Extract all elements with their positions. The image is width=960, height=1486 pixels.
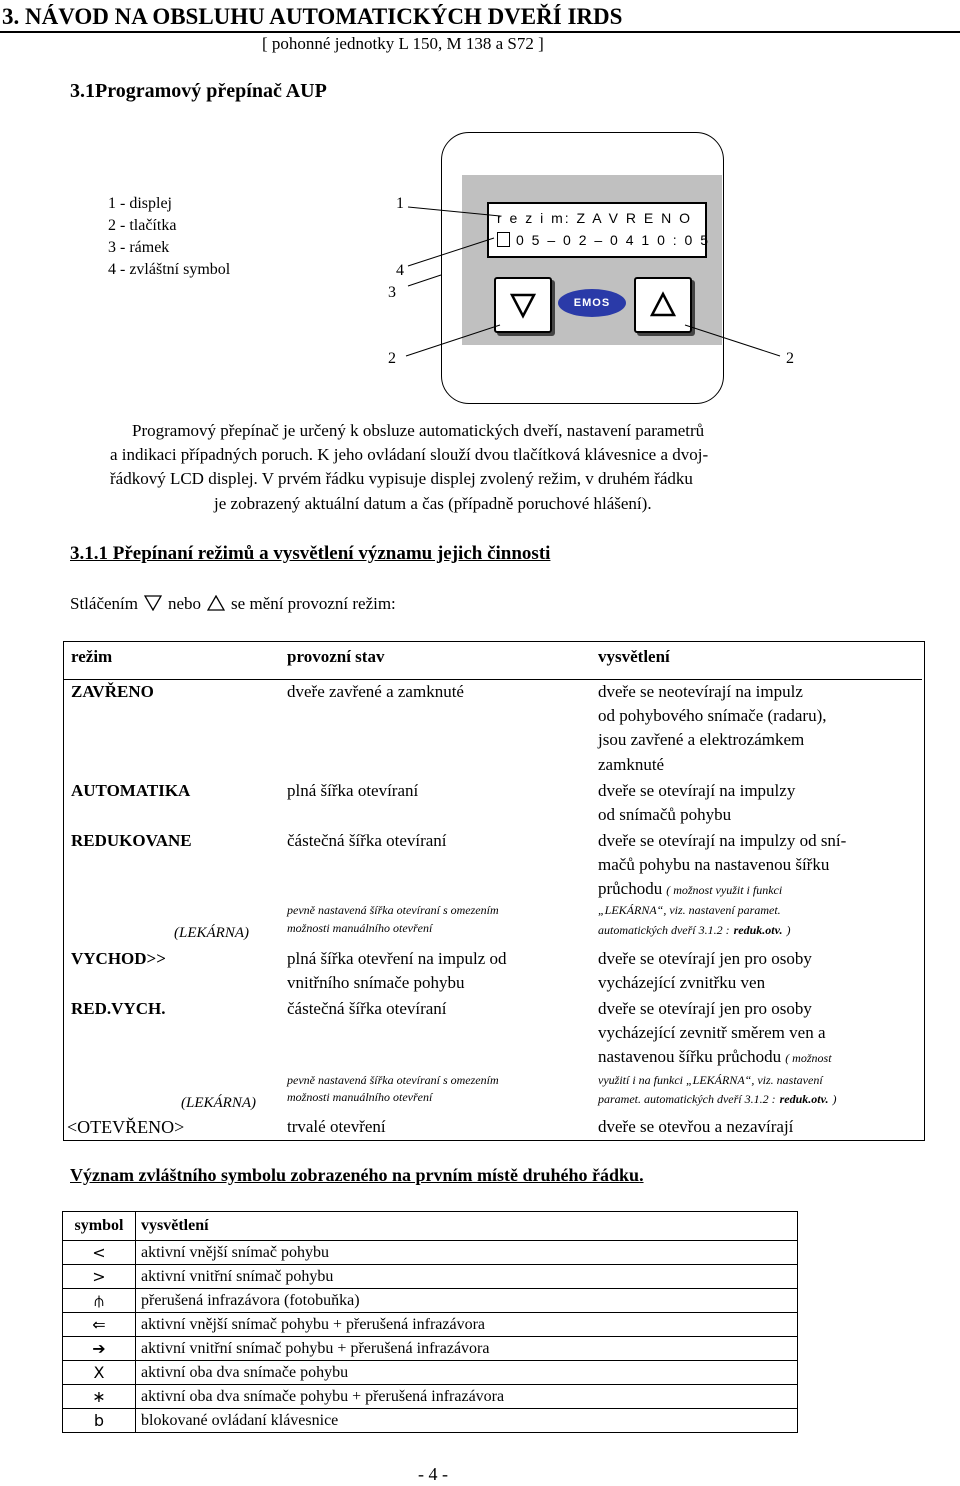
symbol-cell: ⇐ [63,1313,136,1337]
callout-lines [0,0,960,420]
explain-small: „LEKÁRNA“, viz. nastavení paramet. [598,903,781,917]
state-automatika: plná šířka otevíraní [287,781,419,800]
header-provozni-stav: provozní stav [287,647,385,666]
state-small: pevně nastavená šířka otevíraní s omezením [287,903,499,917]
explain-line: vycházející zevnitř směrem ven a [598,1023,826,1042]
lcd-line-2: 0 5 – 0 2 – 0 4 1 0 : 0 5 [497,232,710,248]
symbols-title: Význam zvláštního symbolu zobrazeného na prvním místě druhého řádku. [70,1165,644,1185]
legend-item: 2 - tlačítka [108,217,177,234]
explain-line: vycházející zvnitřku ven [598,973,766,992]
state-vychod: vnitřního snímače pohybu [287,973,465,992]
explain-line: mačů pohybu na nastavenou šířku [598,855,830,874]
mode-zavreno: ZAVŘENO [71,682,154,701]
explain-small: paramet. automatických dveří 3.1.2 : reduk.otv. ) [598,1092,837,1106]
mode-redukovane-sub: (LEKÁRNA) [174,925,249,941]
explain-line: dveře se neotevírají na impulz [598,682,803,701]
state-vychod: plná šířka otevření na impulz od [287,949,507,968]
explain-line: průchodu ( možnost využit i funkci [598,879,783,898]
symbol-text: aktivní oba dva snímače pohybu [136,1361,798,1385]
explain-line: od pohybového snímače (radaru), [598,706,827,725]
header-vysvetleni: vysvětlení [136,1212,798,1241]
lcd-line-1: r e z i m: Z A V R E N O [497,210,693,226]
callout-2-left: 2 [388,350,396,367]
mode-redvych-sub: (LEKÁRNA) [181,1095,256,1111]
explain-line: dveře se otevírají na impulzy od sní- [598,831,847,850]
symbol-cell: b [63,1409,136,1433]
explain-small: využití i na funkci „LEKÁRNA“, viz. nastavení [598,1073,823,1087]
header-symbol: symbol [63,1212,136,1241]
state-small: pevně nastavená šířka otevíraní s omezením [287,1073,499,1087]
state-small: možnosti manuálního otevření [287,1090,433,1104]
symbol-cell: ∗ [63,1385,136,1409]
table-row [63,1409,798,1433]
table-row [63,1361,798,1385]
symbol-cell: ⫛ [63,1289,136,1313]
callout-1: 1 [396,195,404,212]
section-title: 3.1Programový přepínač AUP [70,80,327,102]
modes-table [63,641,925,1141]
legend-item: 1 - displej [108,195,172,212]
state-small: možnosti manuálního otevření [287,921,433,935]
table-row [63,1385,798,1409]
page-subtitle: [ pohonné jednotky L 150, M 138 a S72 ] [262,34,544,53]
symbol-cell: X [63,1361,136,1385]
symbol-cell: ➔ [63,1337,136,1361]
symbol-text: přerušená infrazávora (fotobuňka) [136,1289,798,1313]
table-row [63,1313,798,1337]
mode-otevreno: <OTEVŘENO> [67,1117,185,1137]
emos-logo: EMOS [558,289,626,317]
intro-line: a indikaci případných poruch. K jeho ovládaní slouží dvou tlačítková klávesnice a dvoj- [110,445,709,464]
symbol-text: blokované ovládaní klávesnice [136,1409,798,1433]
mode-redvych: RED.VYCH. [71,999,166,1018]
intro-line: je zobrazený aktuální datum a čas (případně poruchové hlášení). [214,494,652,513]
explain-line: dveře se otevírají jen pro osoby [598,949,812,968]
table-row [63,1337,798,1361]
mode-vychod: VYCHOD>> [71,949,166,968]
intro-line: Programový přepínač je určený k obsluze automatických dveří, nastavení parametrů [132,421,705,440]
mode-automatika: AUTOMATIKA [71,781,191,800]
state-otevreno: trvalé otevření [287,1117,386,1136]
header-rezim: režim [71,647,113,666]
table-header [64,642,922,680]
symbol-text: aktivní vnitřní snímač pohybu + přerušená infrazávora [136,1337,798,1361]
callout-3: 3 [388,284,396,301]
explain-line: nastavenou šířku průchodu ( možnost [598,1047,832,1066]
symbol-text: aktivní vnější snímač pohybu + přerušená infrazávora [136,1313,798,1337]
intro-line: řádkový LCD displej. V prvém řádku vypisuje displej zvolený režim, v druhém řádku [110,469,693,488]
press-instruction: Stláčením nebo se mění provozní režim: [70,594,396,613]
symbol-text: aktivní vnitřní snímač pohybu [136,1265,798,1289]
symbol-text: aktivní vnější snímač pohybu [136,1241,798,1265]
subsection-title: 3.1.1 Přepínaní režimů a vysvětlení významu jejich činnosti [70,543,551,564]
explain-line: zamknuté [598,755,665,774]
callout-2-right: 2 [786,350,794,367]
table-row [63,1289,798,1313]
symbols-table [62,1211,798,1433]
page-title: 3. NÁVOD NA OBSLUHU AUTOMATICKÝCH DVEŘÍ IRDS [2,4,623,29]
legend-item: 3 - rámek [108,239,170,256]
down-triangle-icon [144,595,162,611]
explain-line: jsou zavřené a elektrozámkem [598,730,805,749]
state-zavreno: dveře zavřené a zamknuté [287,682,464,701]
table-row [63,1241,798,1265]
symbol-cell: > [63,1265,136,1289]
legend-item: 4 - zvláštní symbol [108,261,231,278]
explain-line: dveře se otevřou a nezavírají [598,1117,794,1136]
table-row [63,1265,798,1289]
up-triangle-icon [207,595,225,611]
explain-line: od snímačů pohybu [598,805,732,824]
symbol-text: aktivní oba dva snímače pohybu + přerušená infrazávora [136,1385,798,1409]
callout-4: 4 [396,262,404,279]
explain-line: dveře se otevírají jen pro osoby [598,999,812,1018]
state-redukovane: částečná šířka otevíraní [287,831,447,850]
mode-redukovane: REDUKOVANE [71,831,192,850]
page-number: - 4 - [418,1464,448,1484]
explain-small: automatických dveří 3.1.2 : reduk.otv. ) [598,923,791,937]
header-vysvetleni: vysvětlení [598,647,670,666]
state-redvych: částečná šířka otevíraní [287,999,447,1018]
symbol-cell: < [63,1241,136,1265]
table-row [63,1212,798,1241]
explain-line: dveře se otevírají na impulzy [598,781,796,800]
